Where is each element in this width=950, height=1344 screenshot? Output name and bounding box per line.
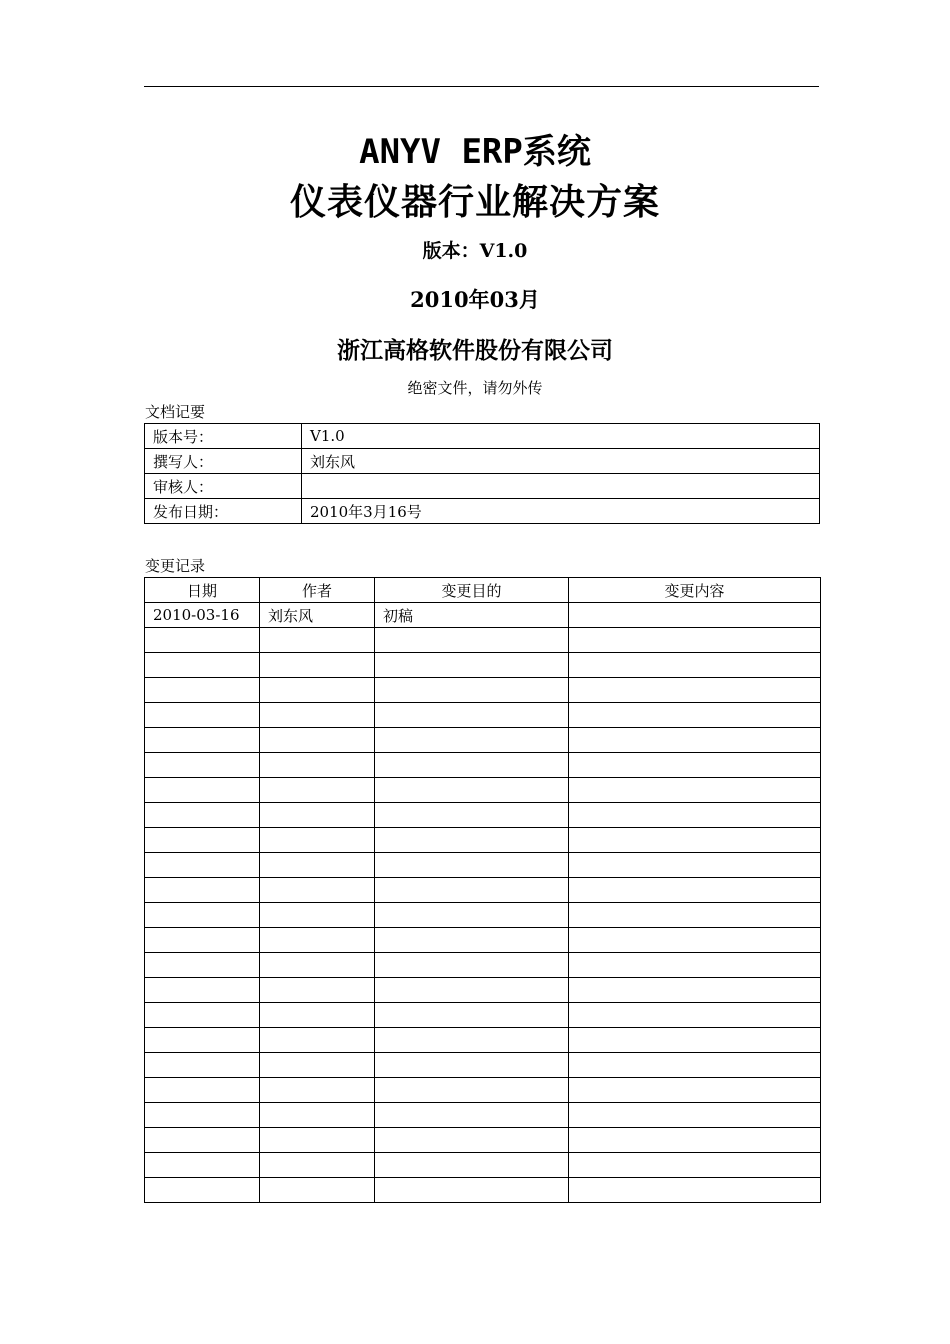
company-name: 浙江高格软件股份有限公司	[337, 337, 613, 364]
cell-content	[569, 828, 821, 853]
table-row	[145, 878, 821, 903]
doc-value-author: 刘东风	[302, 449, 820, 474]
cell-purpose	[375, 1028, 569, 1053]
table-row	[145, 499, 820, 524]
cell-content	[569, 753, 821, 778]
cell-purpose	[375, 728, 569, 753]
title-line-2: 仪表仪器行业解决方案	[289, 182, 660, 223]
header-date: 日期	[145, 578, 260, 603]
confidential-notice: 绝密文件，请勿外传	[407, 379, 543, 397]
cell-purpose	[375, 828, 569, 853]
cell-purpose	[375, 853, 569, 878]
cell-author	[260, 903, 375, 928]
cell-author	[260, 1053, 375, 1078]
cell-author	[260, 778, 375, 803]
cell-author	[260, 628, 375, 653]
cell-purpose	[375, 778, 569, 803]
doc-key-publish-date: 发布日期：	[145, 499, 302, 524]
cell-author	[260, 1003, 375, 1028]
cell-purpose	[375, 1003, 569, 1028]
cell-date	[145, 778, 260, 803]
cell-content	[569, 1053, 821, 1078]
cell-purpose	[375, 1053, 569, 1078]
header-author: 作者	[260, 578, 375, 603]
cell-author	[260, 803, 375, 828]
cell-date	[145, 1003, 260, 1028]
cell-content	[569, 653, 821, 678]
cell-content	[569, 978, 821, 1003]
cell-author	[260, 878, 375, 903]
cell-content	[569, 1028, 821, 1053]
table-row	[145, 928, 821, 953]
title-line-1: ANYV ERP系统	[359, 132, 591, 172]
cell-author	[260, 953, 375, 978]
cell-content	[569, 778, 821, 803]
version-label: 版本：V1.0	[422, 240, 528, 262]
table-row	[145, 449, 820, 474]
cell-date	[145, 1103, 260, 1128]
table-row	[145, 853, 821, 878]
cell-purpose	[375, 903, 569, 928]
cell-content	[569, 603, 821, 628]
cell-purpose	[375, 653, 569, 678]
table-row	[145, 953, 821, 978]
cell-date	[145, 928, 260, 953]
cell-date	[145, 853, 260, 878]
top-rule	[144, 86, 819, 87]
change-record-label: 变更记录	[145, 557, 206, 575]
table-row	[145, 753, 821, 778]
cell-author	[260, 828, 375, 853]
table-row	[145, 778, 821, 803]
cell-date	[145, 903, 260, 928]
cell-purpose	[375, 803, 569, 828]
cell-date	[145, 628, 260, 653]
cell-purpose	[375, 1128, 569, 1153]
table-row	[145, 1128, 821, 1153]
cell-purpose	[375, 878, 569, 903]
table-row	[145, 1103, 821, 1128]
cell-date	[145, 753, 260, 778]
cell-content	[569, 1153, 821, 1178]
table-row	[145, 678, 821, 703]
table-row	[145, 653, 821, 678]
cell-date	[145, 953, 260, 978]
cell-content	[569, 1003, 821, 1028]
cell-author	[260, 653, 375, 678]
cell-author	[260, 753, 375, 778]
cell-date	[145, 1128, 260, 1153]
cell-author	[260, 1078, 375, 1103]
doc-key-version: 版本号：	[145, 424, 302, 449]
table-row	[145, 1053, 821, 1078]
cell-content	[569, 1128, 821, 1153]
doc-value-version: V1.0	[302, 424, 820, 449]
cell-author	[260, 728, 375, 753]
cell-date	[145, 678, 260, 703]
table-row	[145, 1153, 821, 1178]
cell-content	[569, 953, 821, 978]
change-record-table	[144, 577, 821, 1203]
table-row	[145, 828, 821, 853]
cell-author	[260, 978, 375, 1003]
cell-date	[145, 728, 260, 753]
cell-purpose: 初稿	[375, 603, 569, 628]
table-row	[145, 424, 820, 449]
cell-content	[569, 1178, 821, 1203]
cell-content	[569, 1078, 821, 1103]
cell-author	[260, 928, 375, 953]
header-purpose: 变更目的	[375, 578, 569, 603]
doc-key-reviewer: 审核人：	[145, 474, 302, 499]
cell-purpose	[375, 953, 569, 978]
cell-content	[569, 878, 821, 903]
doc-key-author: 撰写人：	[145, 449, 302, 474]
cell-purpose	[375, 1153, 569, 1178]
cell-date	[145, 1078, 260, 1103]
table-row	[145, 728, 821, 753]
cell-date	[145, 978, 260, 1003]
table-row	[145, 1003, 821, 1028]
cell-purpose	[375, 1178, 569, 1203]
table-row	[145, 628, 821, 653]
cell-content	[569, 853, 821, 878]
cell-author	[260, 1153, 375, 1178]
table-row	[145, 1078, 821, 1103]
header-content: 变更内容	[569, 578, 821, 603]
doc-record-table	[144, 423, 820, 524]
cell-purpose	[375, 678, 569, 703]
cell-content	[569, 1103, 821, 1128]
cell-author	[260, 1128, 375, 1153]
table-row	[145, 703, 821, 728]
cell-purpose	[375, 1078, 569, 1103]
cell-purpose	[375, 628, 569, 653]
cell-date	[145, 828, 260, 853]
doc-record-label: 文档记要	[145, 403, 206, 421]
cell-date	[145, 1153, 260, 1178]
cell-content	[569, 628, 821, 653]
cell-date	[145, 1178, 260, 1203]
table-row	[145, 903, 821, 928]
cell-purpose	[375, 1103, 569, 1128]
cell-author: 刘东风	[260, 603, 375, 628]
cell-date	[145, 703, 260, 728]
cell-date	[145, 803, 260, 828]
cell-date: 2010-03-16	[145, 603, 260, 628]
cell-content	[569, 803, 821, 828]
doc-value-publish-date: 2010年3月16号	[302, 499, 820, 524]
table-row	[145, 1178, 821, 1203]
doc-value-reviewer	[302, 474, 820, 499]
cell-purpose	[375, 978, 569, 1003]
cell-author	[260, 1178, 375, 1203]
cell-content	[569, 928, 821, 953]
cell-content	[569, 678, 821, 703]
cell-author	[260, 1103, 375, 1128]
cell-content	[569, 703, 821, 728]
cell-author	[260, 678, 375, 703]
cell-purpose	[375, 928, 569, 953]
table-row	[145, 978, 821, 1003]
cell-date	[145, 653, 260, 678]
cell-purpose	[375, 703, 569, 728]
cell-content	[569, 728, 821, 753]
table-row	[145, 803, 821, 828]
cell-author	[260, 1028, 375, 1053]
cell-purpose	[375, 753, 569, 778]
cell-date	[145, 1028, 260, 1053]
table-row	[145, 1028, 821, 1053]
cell-author	[260, 703, 375, 728]
table-row	[145, 474, 820, 499]
cell-author	[260, 853, 375, 878]
cell-date	[145, 1053, 260, 1078]
cell-date	[145, 878, 260, 903]
date-label: 2010年03月	[410, 287, 540, 312]
table-header-row	[145, 578, 821, 603]
cell-content	[569, 903, 821, 928]
table-row	[145, 603, 821, 628]
